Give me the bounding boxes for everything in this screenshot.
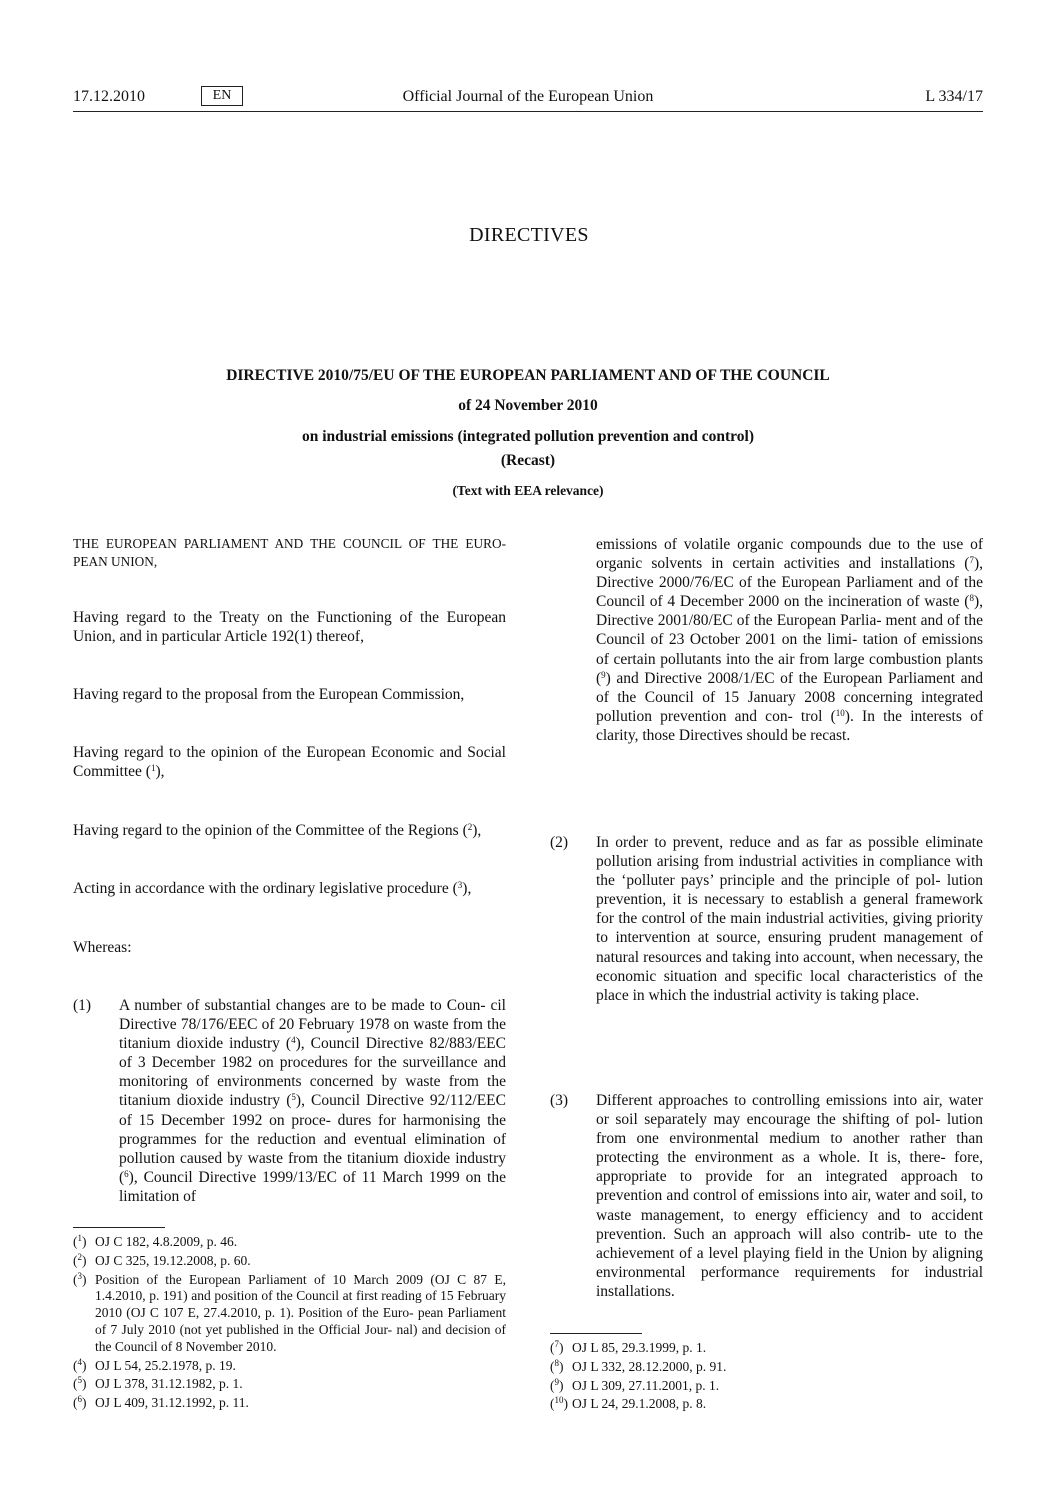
recital-3 bbox=[550, 1091, 983, 1301]
footnote-text: OJ L 332, 28.12.2000, p. 91. bbox=[572, 1358, 727, 1374]
recital-number: (2) bbox=[550, 834, 569, 851]
language-badge: EN bbox=[201, 86, 243, 106]
directive-title: DIRECTIVE 2010/75/EU OF THE EUROPEAN PARLIAMENT AND OF THE COUNCIL bbox=[226, 367, 830, 384]
footnote: ($^2$) OJ C 325, 19.12.2008, p. 60. bbox=[73, 1251, 251, 1268]
recital-text-part: , Council Directive 92/112/EEC of 15 December 1992 on proce- dures for harmonising the programmes for the reduction and eventual elimination of pollution caused by waste from the titanium dioxide industry bbox=[119, 1092, 506, 1167]
footnote-ref[interactable]: 8 bbox=[969, 593, 974, 604]
footnote-text: OJ C 182, 4.8.2009, p. 46. bbox=[95, 1234, 238, 1249]
footnote: ($^1$) OJ C 182, 4.8.2009, p. 46. bbox=[73, 1233, 238, 1249]
recital-text: Different approaches to controlling emissions into air, water or soil separately may encourage the shifting of pol- lution from one environmental medium to another rather than protecting the environment as a whole. It is, there- fore, appropriate to provide for an integrated approach to prevention and control of emissions into air, water and soil, to waste management, to energy efficiency and to accident prevention. Such an approach will also contrib- ute to the achievement of a level playing field in the Union by aligning environmental performance requirements for industrial installations. bbox=[596, 1092, 983, 1300]
footnote-text: OJ L 409, 31.12.1992, p. 11. bbox=[95, 1395, 249, 1411]
footnote: ($^5$) OJ L 378, 31.12.1982, p. 1. bbox=[73, 1375, 243, 1392]
footnote-mark: 3 bbox=[77, 1270, 82, 1281]
recital-number: (3) bbox=[550, 1092, 569, 1109]
journal-title: Official Journal of the European Union bbox=[402, 88, 654, 105]
recital-text-part: , Directive 2000/76/EC of the European Parliament and of the Council of 4 December 2000 on the incineration of waste bbox=[596, 555, 983, 611]
footnote-text: OJ L 24, 29.1.2008, p. 8. bbox=[572, 1396, 707, 1412]
footnote-ref[interactable]: 3 bbox=[457, 880, 463, 890]
footnote-mark: 6 bbox=[77, 1394, 82, 1405]
recital-text: emissions of volatile organic compounds due to the use of organic solvents in certain activities and installations ($^7$), Directive 2000/76/EC of the European Parliament and of the Council of 4 December 2000 on the incineration of waste ($^8$), Directive 2001/80/EC of the European Parlia- ment and of the Council of 23 October 2001 on the limi- tation of emissions of certain pollutants into the air from large combustion plants ($^9$) and Directive 2008/1/EC of the European Parliament and of the Council of 15 January 2008 concerning integrated pollution prevention and con- trol ($^{10}$). In the interests of clarity, those Directives should be recast. bbox=[596, 536, 983, 744]
recital-text-part: , Council Directive 82/883/EEC of 3 December 1982 on procedures for the surveillance and monitoring of environments concerned by waste from the titanium dioxide industry bbox=[119, 1035, 506, 1110]
directive-subject: on industrial emissions (integrated pollution prevention and control) bbox=[302, 428, 754, 445]
recital-2 bbox=[550, 833, 983, 1005]
recital-text-part: A number of substantial changes are to be made to Coun- cil Directive 78/176/EEC of 20 February 1978 on waste from the titanium dioxide industry bbox=[119, 997, 506, 1053]
whereas: Whereas: bbox=[73, 939, 132, 956]
directive-date: of 24 November 2010 bbox=[458, 397, 598, 414]
recital-text: In order to prevent, reduce and as far as possible eliminate pollution arising from industrial activities in compliance with the ‘polluter pays’ principle and the principle of pol- lution prevention, it is necessary to establish a general framework for the control of the main industrial activities, giving priority to intervention at source, ensuring prudent management of natural resources and taking into account, when necessary, the economic situation and specific local characteristics of the place in which the industrial activity is taking place. bbox=[596, 834, 983, 1004]
footnote-text: OJ L 309, 27.11.2001, p. 1. bbox=[572, 1377, 720, 1393]
citation-regions-text: Having regard to the opinion of the Committee of the Regions bbox=[73, 822, 459, 839]
recital-text-part: and Directive 2008/1/EC of the European Parliament and of the Council of 15 January 2008 concerning integrated pollution prevention and con- trol bbox=[596, 669, 983, 725]
footnote-mark: 7 bbox=[554, 1339, 559, 1349]
recital-number: (1) bbox=[73, 997, 92, 1014]
publication-date: 17.12.2010 bbox=[73, 88, 145, 105]
recital-text-part: , Council Directive 1999/13/EC of 11 March 1999 on the limitation of bbox=[119, 1168, 506, 1205]
footnote: ($^8$) OJ L 332, 28.12.2000, p. 91. bbox=[550, 1357, 727, 1374]
footnote: ($^9$) OJ L 309, 27.11.2001, p. 1. bbox=[550, 1376, 720, 1393]
footnotes-left bbox=[73, 1234, 506, 1414]
footnote-text: OJ L 54, 25.2.1978, p. 19. bbox=[95, 1357, 236, 1373]
footnote: ($^4$) OJ L 54, 25.2.1978, p. 19. bbox=[73, 1356, 236, 1373]
recital-text-part: . In the interests of clarity, those Directives should be recast. bbox=[596, 707, 983, 744]
footnote-divider bbox=[550, 1333, 642, 1334]
citation-eesc-text: Having regard to the opinion of the European Economic and Social Committee bbox=[73, 744, 506, 781]
recital-text-part: , Directive 2001/80/EC of the European Parlia- ment and of the Council of 23 October 2001 on the limi- tation of emissions of certain pollutants into the air from large combustion plants bbox=[596, 593, 983, 668]
page-reference: L 334/17 bbox=[925, 88, 983, 105]
citation-proposal: Having regard to the proposal from the European Commission, bbox=[73, 686, 465, 703]
footnote-ref[interactable]: 7 bbox=[969, 555, 974, 566]
footnote-ref[interactable]: 1 bbox=[150, 763, 156, 774]
citation-eesc: Having regard to the opinion of the European Economic and Social Committee ($^1$), bbox=[73, 744, 506, 781]
footnote-mark: 1 bbox=[77, 1233, 82, 1243]
footnote-mark: 5 bbox=[77, 1375, 82, 1386]
citation-procedure: Acting in accordance with the ordinary legislative procedure ($^3$), bbox=[73, 880, 472, 897]
footnote-text: OJ C 325, 19.12.2008, p. 60. bbox=[95, 1252, 251, 1268]
recital-1 bbox=[73, 996, 506, 1206]
preamble-intro: THE EUROPEAN PARLIAMENT AND THE COUNCIL OF THE EURO- PEAN UNION, bbox=[73, 536, 506, 569]
directive-recast: (Recast) bbox=[500, 452, 556, 469]
footnote-divider bbox=[73, 1227, 165, 1228]
footnote-ref[interactable]: 4 bbox=[291, 1035, 296, 1046]
recital-1-continued bbox=[550, 535, 983, 745]
footnote: ($^6$) OJ L 409, 31.12.1992, p. 11. bbox=[73, 1394, 249, 1411]
footnote-ref[interactable]: 2 bbox=[467, 822, 473, 832]
footnote-ref[interactable]: 6 bbox=[124, 1168, 129, 1179]
footnote-mark: 4 bbox=[77, 1356, 82, 1367]
page-header bbox=[73, 87, 983, 112]
citation-treaty: Having regard to the Treaty on the Functioning of the European Union, and in particular Article 192(1) thereof, bbox=[73, 609, 506, 646]
footnote-ref[interactable]: 5 bbox=[291, 1092, 296, 1103]
directive-relevance: (Text with EEA relevance) bbox=[452, 483, 604, 498]
footnote-mark: 8 bbox=[554, 1357, 559, 1368]
footnote: ($^{10}$) OJ L 24, 29.1.2008, p. 8. bbox=[550, 1395, 707, 1412]
citation-procedure-text: Acting in accordance with the ordinary legislative procedure bbox=[73, 880, 449, 897]
recital-text-part: emissions of volatile organic compounds due to the use of organic solvents in certain activities and installations bbox=[596, 536, 983, 573]
footnote-mark: 2 bbox=[77, 1251, 82, 1262]
citation-regions: Having regard to the opinion of the Committee of the Regions ($^2$), bbox=[73, 822, 482, 839]
footnote-ref[interactable]: 10 bbox=[835, 707, 845, 718]
footnote-text: OJ L 85, 29.3.1999, p. 1. bbox=[572, 1340, 707, 1355]
footnote-text: OJ L 378, 31.12.1982, p. 1. bbox=[95, 1376, 243, 1392]
section-title: DIRECTIVES bbox=[469, 224, 589, 246]
footnote: ($^3$) Position of the European Parliament of 10 March 2009 (OJ C 87 E, 1.4.2010, p. 191) and position of the Council at first reading of 15 February 2010 (OJ C 107 E, 27.4.2010, p. 1). Position of the Euro- pean Parliament of 7 July 2010 (not yet published in the Official Jour- nal) and decision of the Council of 8 November 2010. bbox=[73, 1270, 506, 1354]
footnote-mark: 9 bbox=[554, 1376, 559, 1387]
footnote: ($^7$) OJ L 85, 29.3.1999, p. 1. bbox=[550, 1339, 707, 1355]
footnote-text: Position of the European Parliament of 10 March 2009 (OJ C 87 E, 1.4.2010, p. 191) and position of the Council at first reading of 15 February 2010 (OJ C 107 E, 27.4.2010, p. 1). Position of the Euro- pean Parliament of 7 July 2010 (not yet published in the Official Jour- nal) and decision of the Council of 8 November 2010. bbox=[95, 1271, 506, 1354]
recital-text: A number of substantial changes are to be made to Coun- cil Directive 78/176/EEC of 20 February 1978 on waste from the titanium dioxide industry ($^4$), Council Directive 82/883/EEC of 3 December 1982 on procedures for the surveillance and monitoring of environments concerned by waste from the titanium dioxide industry ($^5$), Council Directive 92/112/EEC of 15 December 1992 on proce- dures for harmonising the programmes for the reduction and eventual elimination of pollution caused by waste from the titanium dioxide industry ($^6$), Council Directive 1999/13/EC of 11 March 1999 on the limitation of bbox=[119, 997, 506, 1205]
footnotes-right bbox=[550, 1340, 983, 1415]
footnote-ref[interactable]: 9 bbox=[601, 669, 606, 680]
footnote-mark: 10 bbox=[554, 1395, 564, 1406]
